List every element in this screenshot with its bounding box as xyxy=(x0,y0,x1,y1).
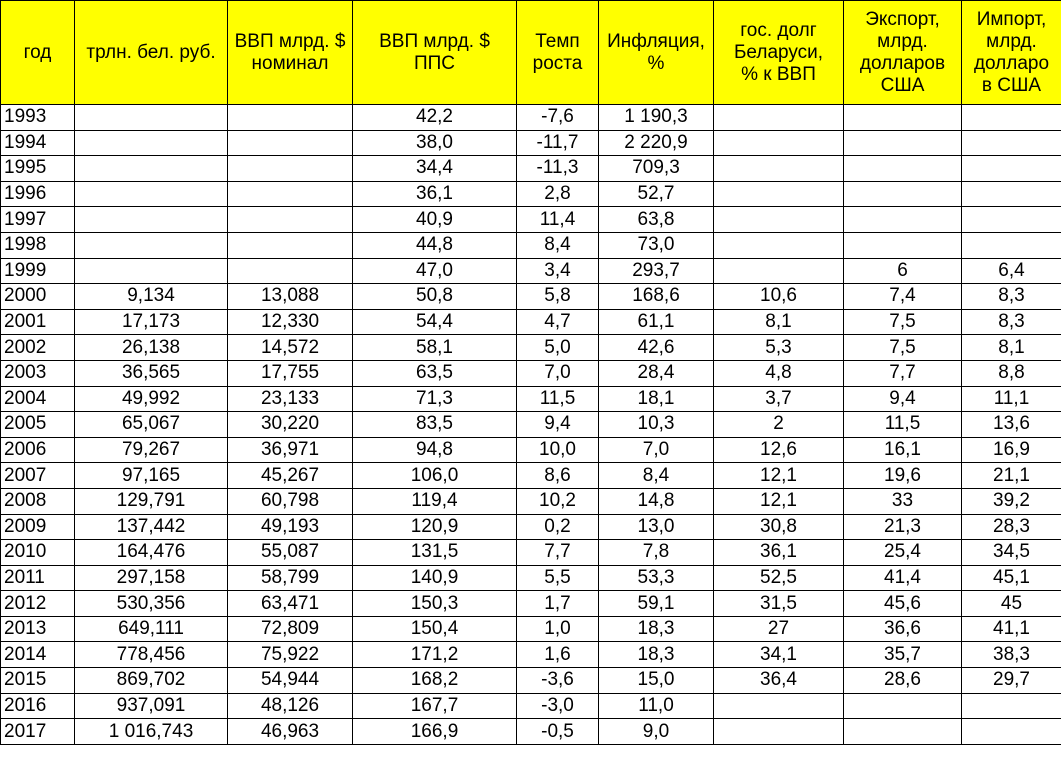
column-header-line: Беларуси, xyxy=(733,41,824,63)
table-row xyxy=(1,412,1061,438)
column-header-trln-bel-rub xyxy=(75,1,228,105)
cell-inflation: 2 220,9 xyxy=(599,130,714,156)
cell-gdp-ppp: 166,9 xyxy=(353,719,517,745)
cell-export xyxy=(844,130,962,156)
cell-import xyxy=(962,719,1061,745)
cell-gov-debt: 3,7 xyxy=(714,386,844,412)
cell-gdp-nominal: 63,471 xyxy=(228,591,353,617)
table-row xyxy=(1,258,1061,284)
table-row xyxy=(1,463,1061,489)
cell-growth-rate: 1,0 xyxy=(517,616,599,642)
cell-export: 6 xyxy=(844,258,962,284)
cell-gdp-ppp: 131,5 xyxy=(353,540,517,566)
cell-gov-debt xyxy=(714,719,844,745)
cell-gov-debt: 10,6 xyxy=(714,284,844,310)
table-row xyxy=(1,181,1061,207)
table-row xyxy=(1,540,1061,566)
column-header-line: млрд. xyxy=(877,30,928,52)
cell-trln-bel-rub: 297,158 xyxy=(75,565,228,591)
cell-export: 45,6 xyxy=(844,591,962,617)
cell-import: 21,1 xyxy=(962,463,1061,489)
table-row xyxy=(1,386,1061,412)
cell-import: 45,1 xyxy=(962,565,1061,591)
cell-import xyxy=(962,207,1061,233)
cell-export: 9,4 xyxy=(844,386,962,412)
cell-growth-rate: -3,0 xyxy=(517,693,599,719)
cell-trln-bel-rub: 79,267 xyxy=(75,437,228,463)
cell-gdp-nominal: 30,220 xyxy=(228,412,353,438)
cell-year: 2016 xyxy=(1,693,75,719)
cell-trln-bel-rub: 129,791 xyxy=(75,488,228,514)
cell-gov-debt: 5,3 xyxy=(714,335,844,361)
cell-gov-debt: 36,1 xyxy=(714,540,844,566)
table-row xyxy=(1,565,1061,591)
cell-year: 2000 xyxy=(1,284,75,310)
cell-gov-debt: 8,1 xyxy=(714,309,844,335)
cell-gov-debt xyxy=(714,207,844,233)
cell-import xyxy=(962,156,1061,182)
column-header-line: год xyxy=(23,41,52,63)
cell-gov-debt xyxy=(714,105,844,131)
table-row xyxy=(1,693,1061,719)
cell-year: 2006 xyxy=(1,437,75,463)
table-row xyxy=(1,360,1061,386)
cell-gdp-ppp: 44,8 xyxy=(353,232,517,258)
cell-gov-debt xyxy=(714,181,844,207)
cell-trln-bel-rub: 778,456 xyxy=(75,642,228,668)
cell-gdp-ppp: 140,9 xyxy=(353,565,517,591)
cell-trln-bel-rub: 65,067 xyxy=(75,412,228,438)
cell-growth-rate: 11,5 xyxy=(517,386,599,412)
cell-import: 8,1 xyxy=(962,335,1061,361)
cell-gdp-nominal xyxy=(228,130,353,156)
cell-gdp-nominal: 46,963 xyxy=(228,719,353,745)
cell-gdp-nominal: 55,087 xyxy=(228,540,353,566)
column-header-line: США xyxy=(880,74,925,96)
cell-gdp-ppp: 34,4 xyxy=(353,156,517,182)
cell-trln-bel-rub xyxy=(75,258,228,284)
cell-export xyxy=(844,719,962,745)
column-header-line: гос. долг xyxy=(740,19,817,41)
cell-year: 2007 xyxy=(1,463,75,489)
cell-trln-bel-rub: 137,442 xyxy=(75,514,228,540)
cell-year: 1995 xyxy=(1,156,75,182)
cell-import: 45 xyxy=(962,591,1061,617)
column-header-export xyxy=(844,1,962,105)
cell-gdp-ppp: 42,2 xyxy=(353,105,517,131)
cell-gdp-nominal: 54,944 xyxy=(228,668,353,694)
cell-gov-debt: 2 xyxy=(714,412,844,438)
cell-gov-debt xyxy=(714,232,844,258)
column-header-line: Экспорт, xyxy=(865,8,940,30)
cell-growth-rate: -11,3 xyxy=(517,156,599,182)
cell-inflation: 59,1 xyxy=(599,591,714,617)
cell-export: 36,6 xyxy=(844,616,962,642)
cell-gov-debt: 52,5 xyxy=(714,565,844,591)
cell-trln-bel-rub: 530,356 xyxy=(75,591,228,617)
cell-gov-debt: 31,5 xyxy=(714,591,844,617)
cell-import xyxy=(962,181,1061,207)
table-row xyxy=(1,488,1061,514)
cell-trln-bel-rub: 649,111 xyxy=(75,616,228,642)
cell-growth-rate: 1,7 xyxy=(517,591,599,617)
column-header-import xyxy=(962,1,1061,105)
cell-gdp-ppp: 167,7 xyxy=(353,693,517,719)
cell-import: 13,6 xyxy=(962,412,1061,438)
column-header-line: % к ВВП xyxy=(741,63,816,85)
cell-gdp-ppp: 119,4 xyxy=(353,488,517,514)
cell-gdp-ppp: 38,0 xyxy=(353,130,517,156)
cell-gdp-ppp: 63,5 xyxy=(353,360,517,386)
cell-import: 8,8 xyxy=(962,360,1061,386)
cell-import: 16,9 xyxy=(962,437,1061,463)
cell-export: 41,4 xyxy=(844,565,962,591)
cell-year: 2010 xyxy=(1,540,75,566)
column-header-gdp-nominal xyxy=(228,1,353,105)
cell-import: 38,3 xyxy=(962,642,1061,668)
cell-growth-rate: 4,7 xyxy=(517,309,599,335)
cell-import: 34,5 xyxy=(962,540,1061,566)
cell-gdp-nominal: 60,798 xyxy=(228,488,353,514)
cell-year: 2003 xyxy=(1,360,75,386)
cell-year: 1994 xyxy=(1,130,75,156)
column-header-line: ВВП млрд. $ xyxy=(234,30,346,52)
cell-inflation: 9,0 xyxy=(599,719,714,745)
column-header-line: Темп xyxy=(535,30,580,52)
cell-export: 19,6 xyxy=(844,463,962,489)
cell-growth-rate: -0,5 xyxy=(517,719,599,745)
cell-trln-bel-rub xyxy=(75,156,228,182)
cell-year: 2004 xyxy=(1,386,75,412)
cell-gov-debt: 12,6 xyxy=(714,437,844,463)
column-header-line: долларов xyxy=(859,52,946,74)
cell-export xyxy=(844,207,962,233)
cell-trln-bel-rub: 164,476 xyxy=(75,540,228,566)
cell-gdp-ppp: 150,3 xyxy=(353,591,517,617)
cell-gdp-nominal xyxy=(228,232,353,258)
cell-year: 2008 xyxy=(1,488,75,514)
cell-year: 2011 xyxy=(1,565,75,591)
column-header-line: ППС xyxy=(413,52,456,74)
column-header-line: долларо xyxy=(973,52,1050,74)
cell-inflation: 61,1 xyxy=(599,309,714,335)
cell-growth-rate: -3,6 xyxy=(517,668,599,694)
cell-export: 7,5 xyxy=(844,309,962,335)
cell-growth-rate: 5,5 xyxy=(517,565,599,591)
cell-export: 28,6 xyxy=(844,668,962,694)
table-row xyxy=(1,335,1061,361)
cell-year: 1998 xyxy=(1,232,75,258)
cell-trln-bel-rub: 36,565 xyxy=(75,360,228,386)
cell-gov-debt: 12,1 xyxy=(714,488,844,514)
cell-gdp-nominal: 23,133 xyxy=(228,386,353,412)
column-header-line: % xyxy=(647,52,665,74)
cell-gdp-nominal xyxy=(228,207,353,233)
column-header-line: номинал xyxy=(251,52,329,74)
table-row xyxy=(1,719,1061,745)
cell-trln-bel-rub xyxy=(75,181,228,207)
cell-trln-bel-rub: 1 016,743 xyxy=(75,719,228,745)
cell-export: 7,7 xyxy=(844,360,962,386)
cell-gdp-nominal: 17,755 xyxy=(228,360,353,386)
cell-gov-debt: 12,1 xyxy=(714,463,844,489)
cell-gdp-ppp: 106,0 xyxy=(353,463,517,489)
cell-export xyxy=(844,181,962,207)
cell-inflation: 10,3 xyxy=(599,412,714,438)
cell-import: 8,3 xyxy=(962,284,1061,310)
cell-year: 2012 xyxy=(1,591,75,617)
table-row xyxy=(1,514,1061,540)
cell-export: 7,4 xyxy=(844,284,962,310)
cell-growth-rate: 5,8 xyxy=(517,284,599,310)
cell-export: 33 xyxy=(844,488,962,514)
cell-gdp-ppp: 150,4 xyxy=(353,616,517,642)
cell-inflation: 18,1 xyxy=(599,386,714,412)
cell-gdp-ppp: 71,3 xyxy=(353,386,517,412)
cell-inflation: 709,3 xyxy=(599,156,714,182)
cell-trln-bel-rub: 9,134 xyxy=(75,284,228,310)
column-header-gdp-ppp xyxy=(353,1,517,105)
cell-gdp-ppp: 171,2 xyxy=(353,642,517,668)
cell-gdp-ppp: 58,1 xyxy=(353,335,517,361)
table-row xyxy=(1,642,1061,668)
cell-trln-bel-rub xyxy=(75,207,228,233)
cell-gdp-nominal: 45,267 xyxy=(228,463,353,489)
cell-gdp-ppp: 50,8 xyxy=(353,284,517,310)
cell-gov-debt: 27 xyxy=(714,616,844,642)
cell-gdp-nominal xyxy=(228,105,353,131)
cell-inflation: 18,3 xyxy=(599,616,714,642)
cell-import: 28,3 xyxy=(962,514,1061,540)
cell-gdp-ppp: 36,1 xyxy=(353,181,517,207)
column-header-line: Инфляция, xyxy=(607,30,705,52)
table-row xyxy=(1,232,1061,258)
cell-export: 11,5 xyxy=(844,412,962,438)
cell-export: 35,7 xyxy=(844,642,962,668)
table-row xyxy=(1,309,1061,335)
cell-gdp-ppp: 120,9 xyxy=(353,514,517,540)
table-body xyxy=(1,105,1061,745)
cell-export xyxy=(844,693,962,719)
cell-inflation: 42,6 xyxy=(599,335,714,361)
table-row xyxy=(1,105,1061,131)
cell-growth-rate: -7,6 xyxy=(517,105,599,131)
column-header-year xyxy=(1,1,75,105)
cell-gdp-ppp: 47,0 xyxy=(353,258,517,284)
cell-gdp-ppp: 54,4 xyxy=(353,309,517,335)
table-row xyxy=(1,591,1061,617)
cell-inflation: 7,0 xyxy=(599,437,714,463)
cell-growth-rate: 11,4 xyxy=(517,207,599,233)
cell-gdp-nominal: 49,193 xyxy=(228,514,353,540)
cell-year: 2002 xyxy=(1,335,75,361)
cell-export xyxy=(844,105,962,131)
cell-growth-rate: -11,7 xyxy=(517,130,599,156)
cell-growth-rate: 2,8 xyxy=(517,181,599,207)
cell-inflation: 168,6 xyxy=(599,284,714,310)
table-row xyxy=(1,616,1061,642)
table-row xyxy=(1,156,1061,182)
cell-gdp-nominal: 36,971 xyxy=(228,437,353,463)
header-row xyxy=(1,1,1061,105)
cell-year: 1993 xyxy=(1,105,75,131)
cell-gdp-ppp: 168,2 xyxy=(353,668,517,694)
table-row xyxy=(1,207,1061,233)
cell-year: 2009 xyxy=(1,514,75,540)
cell-trln-bel-rub xyxy=(75,105,228,131)
cell-trln-bel-rub xyxy=(75,232,228,258)
cell-trln-bel-rub: 26,138 xyxy=(75,335,228,361)
cell-import: 39,2 xyxy=(962,488,1061,514)
cell-trln-bel-rub: 49,992 xyxy=(75,386,228,412)
column-header-growth-rate xyxy=(517,1,599,105)
cell-growth-rate: 3,4 xyxy=(517,258,599,284)
cell-inflation: 53,3 xyxy=(599,565,714,591)
cell-gdp-nominal: 58,799 xyxy=(228,565,353,591)
cell-growth-rate: 7,0 xyxy=(517,360,599,386)
cell-import xyxy=(962,105,1061,131)
cell-gdp-nominal: 12,330 xyxy=(228,309,353,335)
cell-trln-bel-rub xyxy=(75,130,228,156)
cell-gov-debt: 4,8 xyxy=(714,360,844,386)
cell-export: 7,5 xyxy=(844,335,962,361)
cell-year: 1999 xyxy=(1,258,75,284)
cell-export: 16,1 xyxy=(844,437,962,463)
column-header-line: Импорт, xyxy=(976,8,1047,30)
column-header-line: роста xyxy=(532,52,583,74)
cell-growth-rate: 8,4 xyxy=(517,232,599,258)
cell-gdp-nominal xyxy=(228,258,353,284)
cell-growth-rate: 9,4 xyxy=(517,412,599,438)
cell-inflation: 293,7 xyxy=(599,258,714,284)
column-header-line: в США xyxy=(981,74,1042,96)
cell-gdp-nominal: 14,572 xyxy=(228,335,353,361)
cell-inflation: 13,0 xyxy=(599,514,714,540)
cell-gov-debt: 34,1 xyxy=(714,642,844,668)
cell-export xyxy=(844,156,962,182)
cell-growth-rate: 1,6 xyxy=(517,642,599,668)
cell-gdp-ppp: 83,5 xyxy=(353,412,517,438)
cell-year: 2017 xyxy=(1,719,75,745)
cell-gdp-nominal xyxy=(228,181,353,207)
cell-inflation: 7,8 xyxy=(599,540,714,566)
cell-inflation: 18,3 xyxy=(599,642,714,668)
cell-import: 29,7 xyxy=(962,668,1061,694)
cell-gov-debt: 36,4 xyxy=(714,668,844,694)
cell-trln-bel-rub: 97,165 xyxy=(75,463,228,489)
cell-gdp-nominal: 13,088 xyxy=(228,284,353,310)
column-header-line: ВВП млрд. $ xyxy=(379,30,490,52)
cell-import: 41,1 xyxy=(962,616,1061,642)
cell-gov-debt xyxy=(714,258,844,284)
cell-trln-bel-rub: 869,702 xyxy=(75,668,228,694)
cell-growth-rate: 10,2 xyxy=(517,488,599,514)
cell-year: 2005 xyxy=(1,412,75,438)
cell-gdp-nominal: 72,809 xyxy=(228,616,353,642)
cell-growth-rate: 8,6 xyxy=(517,463,599,489)
cell-gov-debt xyxy=(714,130,844,156)
cell-inflation: 63,8 xyxy=(599,207,714,233)
cell-gdp-nominal xyxy=(228,156,353,182)
cell-gdp-nominal: 75,922 xyxy=(228,642,353,668)
table-row xyxy=(1,284,1061,310)
cell-inflation: 15,0 xyxy=(599,668,714,694)
cell-gdp-nominal: 48,126 xyxy=(228,693,353,719)
column-header-line: млрд. xyxy=(986,30,1037,52)
cell-inflation: 8,4 xyxy=(599,463,714,489)
cell-gov-debt: 30,8 xyxy=(714,514,844,540)
cell-import xyxy=(962,130,1061,156)
cell-export xyxy=(844,232,962,258)
cell-gdp-ppp: 40,9 xyxy=(353,207,517,233)
cell-year: 1997 xyxy=(1,207,75,233)
cell-inflation: 52,7 xyxy=(599,181,714,207)
cell-growth-rate: 5,0 xyxy=(517,335,599,361)
cell-year: 2015 xyxy=(1,668,75,694)
cell-export: 21,3 xyxy=(844,514,962,540)
cell-trln-bel-rub: 17,173 xyxy=(75,309,228,335)
cell-year: 2001 xyxy=(1,309,75,335)
cell-import: 6,4 xyxy=(962,258,1061,284)
cell-year: 1996 xyxy=(1,181,75,207)
cell-growth-rate: 0,2 xyxy=(517,514,599,540)
cell-gov-debt xyxy=(714,693,844,719)
cell-inflation: 14,8 xyxy=(599,488,714,514)
cell-gdp-ppp: 94,8 xyxy=(353,437,517,463)
column-header-inflation xyxy=(599,1,714,105)
cell-gov-debt xyxy=(714,156,844,182)
cell-inflation: 11,0 xyxy=(599,693,714,719)
cell-inflation: 28,4 xyxy=(599,360,714,386)
cell-import: 8,3 xyxy=(962,309,1061,335)
column-header-gov-debt xyxy=(714,1,844,105)
cell-growth-rate: 7,7 xyxy=(517,540,599,566)
cell-inflation: 1 190,3 xyxy=(599,105,714,131)
cell-import: 11,1 xyxy=(962,386,1061,412)
cell-import xyxy=(962,232,1061,258)
cell-year: 2014 xyxy=(1,642,75,668)
table-row xyxy=(1,668,1061,694)
column-header-line: трлн. бел. руб. xyxy=(86,41,216,63)
cell-import xyxy=(962,693,1061,719)
cell-growth-rate: 10,0 xyxy=(517,437,599,463)
table-row xyxy=(1,437,1061,463)
cell-inflation: 73,0 xyxy=(599,232,714,258)
table-row xyxy=(1,130,1061,156)
cell-export: 25,4 xyxy=(844,540,962,566)
cell-trln-bel-rub: 937,091 xyxy=(75,693,228,719)
cell-year: 2013 xyxy=(1,616,75,642)
